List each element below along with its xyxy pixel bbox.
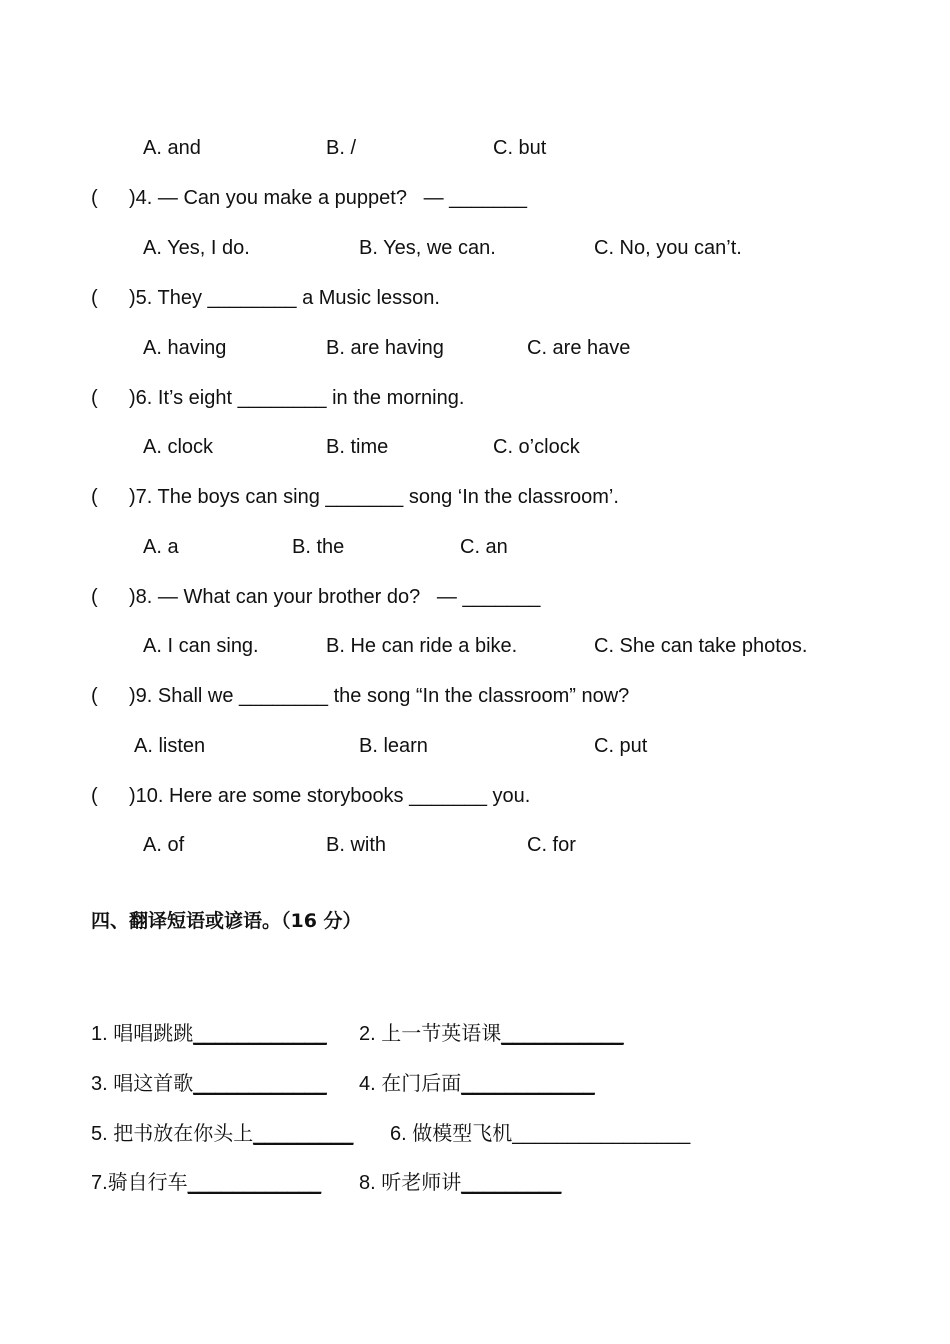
answer-blank[interactable]: ____________ — [193, 1023, 327, 1045]
translate-item — [359, 1170, 561, 1195]
translate-item — [91, 1021, 327, 1046]
q3-option-a: A. and — [143, 137, 201, 159]
q8-option-a: A. I can sing. — [143, 635, 259, 657]
q4-answer-paren[interactable]: ( — [91, 187, 98, 209]
q5-option-b: B. are having — [326, 337, 444, 359]
item-number: 8. — [359, 1172, 382, 1194]
q6-option-b: B. time — [326, 436, 389, 458]
q10-option-b: B. with — [326, 834, 387, 856]
q9-option-a: A. listen — [134, 735, 206, 757]
item-number: 4. — [359, 1073, 382, 1095]
q8-answer-paren[interactable]: ( — [91, 586, 98, 608]
q8-option-c: C. She can take photos. — [594, 635, 808, 657]
translate-item — [359, 1071, 595, 1096]
translate-item — [91, 1121, 353, 1146]
q8-question: )8. — What can your brother do? — _______ — [129, 586, 541, 608]
answer-blank[interactable]: ____________ — [461, 1073, 595, 1095]
q7-option-c: C. an — [460, 536, 508, 558]
answer-blank[interactable]: ____________ — [187, 1172, 322, 1194]
translate-item — [91, 1071, 327, 1096]
q6-option-c: C. o’clock — [493, 436, 580, 458]
q10-question: )10. Here are some storybooks _______ you. — [129, 785, 531, 807]
q7-option-a: A. a — [143, 536, 179, 558]
section-title: 四、翻译短语或谚语。（16 分） — [91, 910, 362, 932]
q5-answer-paren[interactable]: ( — [91, 287, 98, 309]
q4-option-b: B. Yes, we can. — [359, 237, 496, 259]
item-text: 唱唱跳跳 — [113, 1021, 194, 1045]
q10-option-c: C. for — [527, 834, 576, 856]
item-number: 5. — [91, 1123, 114, 1145]
q4-option-c: C. No, you can’t. — [594, 237, 742, 259]
item-number: 2. — [359, 1023, 382, 1045]
q3-option-c: C. but — [493, 137, 547, 159]
answer-blank[interactable]: ________________ — [512, 1123, 691, 1145]
item-number: 1. — [91, 1023, 114, 1045]
translate-item — [91, 1170, 321, 1195]
item-text: 把书放在你头上 — [113, 1121, 254, 1145]
item-number: 7. — [91, 1172, 108, 1194]
translate-item — [390, 1121, 690, 1146]
answer-blank[interactable]: ____________ — [193, 1073, 327, 1095]
q9-option-b: B. learn — [359, 735, 428, 757]
q4-option-a: A. Yes, I do. — [143, 237, 250, 259]
item-text: 唱这首歌 — [113, 1071, 194, 1095]
q4-question: )4. — Can you make a puppet? — _______ — [129, 187, 528, 209]
item-text: 上一节英语课 — [381, 1021, 502, 1045]
item-text: 骑自行车 — [107, 1170, 188, 1194]
item-text: 在门后面 — [381, 1071, 462, 1095]
q10-answer-paren[interactable]: ( — [91, 785, 98, 807]
item-text: 做模型飞机 — [412, 1121, 513, 1145]
q7-answer-paren[interactable]: ( — [91, 486, 98, 508]
q6-answer-paren[interactable]: ( — [91, 387, 98, 409]
item-text: 听老师讲 — [381, 1170, 462, 1194]
q6-option-a: A. clock — [143, 436, 214, 458]
answer-blank[interactable]: _________ — [461, 1172, 562, 1194]
item-number: 3. — [91, 1073, 114, 1095]
answer-blank[interactable]: ___________ — [501, 1023, 624, 1045]
item-number: 6. — [390, 1123, 413, 1145]
q9-answer-paren[interactable]: ( — [91, 685, 98, 707]
q5-question: )5. They ________ a Music lesson. — [129, 287, 440, 309]
q9-option-c: C. put — [594, 735, 648, 757]
q9-question: )9. Shall we ________ the song “In the classroom” now? — [129, 685, 630, 707]
q6-question: )6. It’s eight ________ in the morning. — [129, 387, 465, 409]
q7-option-b: B. the — [292, 536, 345, 558]
answer-blank[interactable]: _________ — [253, 1123, 354, 1145]
q5-option-c: C. are have — [527, 337, 631, 359]
translate-item — [359, 1021, 624, 1046]
q10-option-a: A. of — [143, 834, 185, 856]
q8-option-b: B. He can ride a bike. — [326, 635, 518, 657]
q7-question: )7. The boys can sing _______ song ‘In the classroom’. — [129, 486, 619, 508]
q5-option-a: A. having — [143, 337, 227, 359]
q3-option-b: B. / — [326, 137, 357, 159]
